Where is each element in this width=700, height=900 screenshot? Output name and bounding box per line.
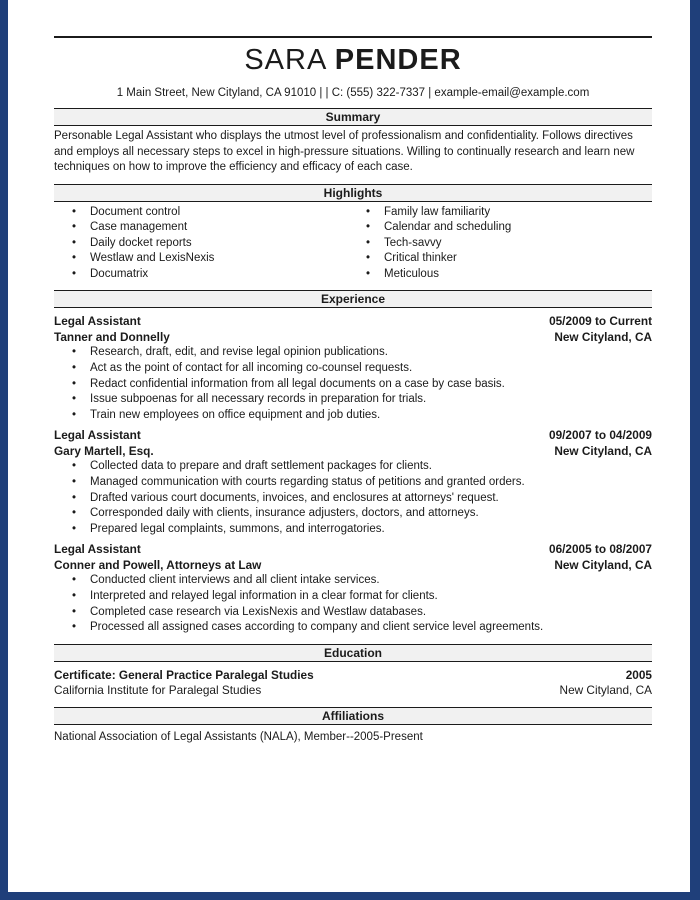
job-location: New Cityland, CA [554, 443, 652, 458]
job-bullets [54, 459, 652, 537]
highlight-item: • Westlaw and LexisNexis [54, 251, 353, 267]
resume-content [54, 36, 652, 745]
job-location: New Cityland, CA [554, 329, 652, 344]
job-dates: 06/2005 to 08/2007 [549, 542, 652, 557]
education-location: New Cityland, CA [559, 683, 652, 698]
highlight-item: • Critical thinker [353, 251, 652, 267]
job-entry [54, 314, 652, 423]
highlight-item: • Case management [54, 220, 353, 236]
job-entry [54, 542, 652, 635]
candidate-name [54, 44, 652, 76]
affiliations-text: National Association of Legal Assistants (NALA), Member--2005-Present [54, 730, 423, 743]
first-name: SARA [244, 44, 326, 76]
job-bullet: • Conducted client interviews and all client intake services. [54, 573, 652, 589]
job-bullet: • Processed all assigned cases according to company and client service level agreements. [54, 620, 652, 636]
education-entry [54, 668, 652, 699]
job-bullet: • Issue subpoenas for all necessary records in preparation for trials. [54, 392, 652, 408]
job-bullet: • Redact confidential information from all legal documents on a case by case basis. [54, 377, 652, 393]
summary-text: Personable Legal Assistant who displays the utmost level of professionalism and confidentiality. Follows directives and employs all necessary steps to excel in high-pressure situations. Willing to continually research and learn new techniques on how to improve the efficiency and efficacy of each case. [54, 130, 635, 173]
education-degree: Certificate: General Practice Paralegal Studies [54, 667, 314, 682]
job-company: Conner and Powell, Attorneys at Law [54, 557, 262, 572]
education-school: California Institute for Paralegal Studies [54, 683, 262, 698]
job-role: Legal Assistant [54, 428, 141, 443]
job-bullet: • Interpreted and relayed legal information in a clear format for clients. [54, 589, 652, 605]
contact-line: 1 Main Street, New Cityland, CA 91010 | | C: (555) 322-7337 | example-email@example.com [116, 87, 590, 99]
job-bullet: • Corresponded daily with clients, insurance adjusters, doctors, and attorneys. [54, 506, 652, 522]
highlight-item: • Documatrix [54, 267, 353, 283]
job-company: Gary Martell, Esq. [54, 443, 154, 458]
education-year: 2005 [625, 667, 652, 682]
job-entry [54, 428, 652, 537]
highlights-list [54, 205, 652, 283]
job-dates: 09/2007 to 04/2009 [549, 428, 652, 443]
job-company: Tanner and Donnelly [54, 329, 170, 344]
job-bullet: • Collected data to prepare and draft settlement packages for clients. [54, 459, 652, 475]
top-rule [54, 36, 652, 38]
highlight-item: • Document control [54, 205, 353, 221]
summary-heading: Summary [54, 108, 652, 126]
job-role: Legal Assistant [54, 314, 141, 329]
experience-heading: Experience [54, 290, 652, 308]
job-bullet: • Act as the point of contact for all incoming co-counsel requests. [54, 361, 652, 377]
last-name: PENDER [334, 44, 462, 76]
highlight-item: • Daily docket reports [54, 236, 353, 252]
job-bullet: • Managed communication with courts regarding status of petitions and granted orders. [54, 475, 652, 491]
highlight-item: • Meticulous [353, 267, 652, 283]
highlights-left-column [54, 205, 353, 283]
resume-page [8, 0, 690, 892]
job-dates: 05/2009 to Current [549, 314, 652, 329]
highlights-right-column [353, 205, 652, 283]
job-bullets [54, 573, 652, 635]
job-role: Legal Assistant [54, 542, 141, 557]
experience-list [54, 314, 652, 635]
highlight-item: • Tech-savvy [353, 236, 652, 252]
job-bullet: • Train new employees on office equipment and job duties. [54, 408, 652, 424]
job-bullets [54, 345, 652, 423]
job-bullet: • Research, draft, edit, and revise legal opinion publications. [54, 345, 652, 361]
job-bullet: • Prepared legal complaints, summons, and interrogatories. [54, 522, 652, 538]
education-heading: Education [54, 644, 652, 662]
highlights-heading: Highlights [54, 184, 652, 202]
highlight-item: • Calendar and scheduling [353, 220, 652, 236]
job-bullet: • Drafted various court documents, invoices, and enclosures at attorneys' request. [54, 491, 652, 507]
affiliations-heading: Affiliations [54, 707, 652, 725]
job-bullet: • Completed case research via LexisNexis and Westlaw databases. [54, 605, 652, 621]
job-location: New Cityland, CA [554, 557, 652, 572]
highlight-item: • Family law familiarity [353, 205, 652, 221]
